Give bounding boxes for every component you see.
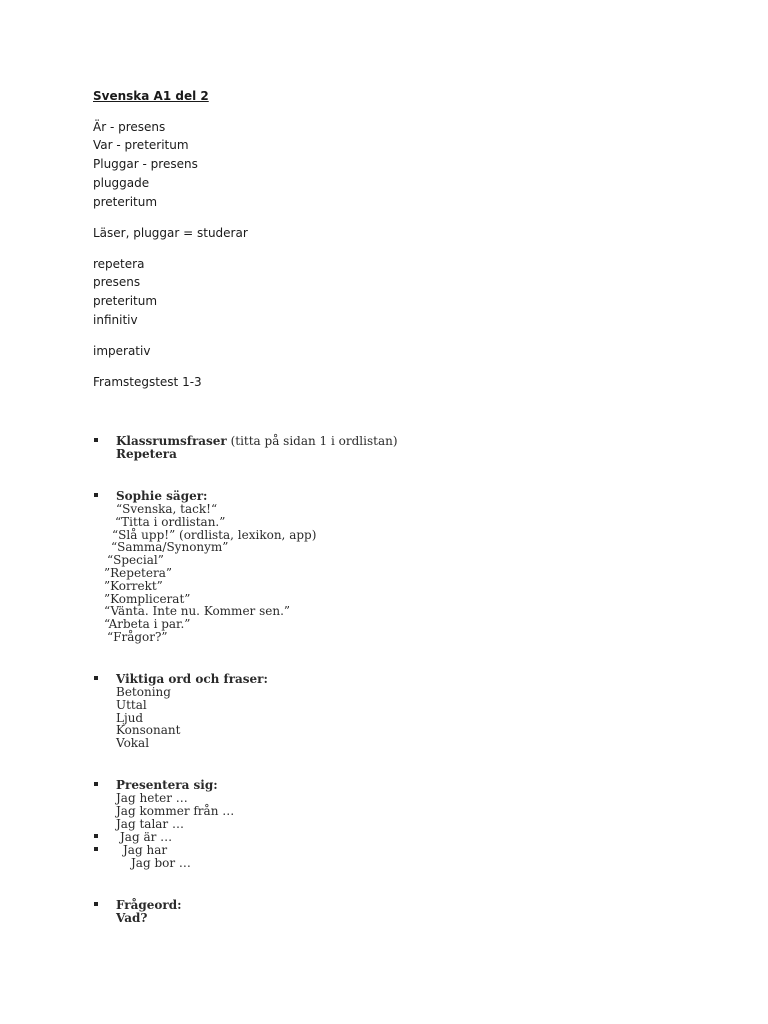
imperative-term: imperativ <box>93 344 151 358</box>
term: preteritum <box>93 294 158 308</box>
phrase-line: Jag bor … <box>131 856 191 870</box>
term: repetera <box>93 257 145 271</box>
phrase-line: Jag kommer från … <box>116 804 235 818</box>
bullet-icon <box>94 902 98 906</box>
grammar-note: Pluggar - presens <box>93 157 198 171</box>
grammar-note: pluggade <box>93 176 150 190</box>
phrase-line: “Svenska, tack!“ <box>116 502 218 516</box>
bullet-icon <box>94 676 98 680</box>
bullet-icon <box>94 834 98 838</box>
phrase-line: “Titta i ordlistan.” <box>115 515 226 529</box>
phrase-line: Jag är … <box>120 830 173 844</box>
bullet-icon <box>94 782 98 786</box>
progress-test: Framstegstest 1-3 <box>93 375 202 389</box>
document-title: Svenska A1 del 2 <box>93 89 209 103</box>
phrase-line: Jag heter … <box>116 791 188 805</box>
section-heading: Viktiga ord och fraser: <box>116 672 268 686</box>
term: infinitiv <box>93 313 138 327</box>
section-subheading: Repetera <box>116 447 177 461</box>
phrase-line: Jag har <box>123 843 168 857</box>
section-heading: Frågeord: <box>116 898 182 912</box>
grammar-note: preteritum <box>93 195 158 209</box>
vocab-line: Vokal <box>116 736 150 750</box>
phrase-line: ”Komplicerat” <box>104 592 191 606</box>
section-heading: Presentera sig: <box>116 778 218 792</box>
vocab-line: Uttal <box>116 698 147 712</box>
phrase-line: Jag talar … <box>116 817 184 831</box>
section-heading: Sophie säger: <box>116 489 208 503</box>
bullet-icon <box>94 438 98 442</box>
synonym-note: Läser, pluggar = studerar <box>93 226 248 240</box>
bullet-icon <box>94 847 98 851</box>
phrase-line: “Frågor?” <box>107 630 168 644</box>
phrase-line: ”Repetera” <box>104 566 173 580</box>
phrase-line: ”Korrekt” <box>104 579 163 593</box>
phrase-line: “Vänta. Inte nu. Kommer sen.” <box>104 604 291 618</box>
vocab-line: Betoning <box>116 685 171 699</box>
phrase-line: “Special” <box>107 553 164 567</box>
phrase-line: “Samma/Synonym” <box>111 540 229 554</box>
term: presens <box>93 275 141 289</box>
section-heading: Klassrumsfraser <box>116 434 227 448</box>
grammar-note: Var - preteritum <box>93 138 189 152</box>
vocab-line: Konsonant <box>116 723 181 737</box>
phrase-line: “Arbeta i par.” <box>104 617 191 631</box>
section-note: (titta på sidan 1 i ordlistan) <box>226 434 398 448</box>
bullet-icon <box>94 493 98 497</box>
grammar-note: Är - presens <box>93 120 166 134</box>
vocab-line: Ljud <box>116 711 144 725</box>
section-klassrumsfraser <box>116 434 398 448</box>
section-subheading: Vad? <box>116 911 148 925</box>
phrase-line: “Slå upp!” (ordlista, lexikon, app) <box>112 528 317 542</box>
